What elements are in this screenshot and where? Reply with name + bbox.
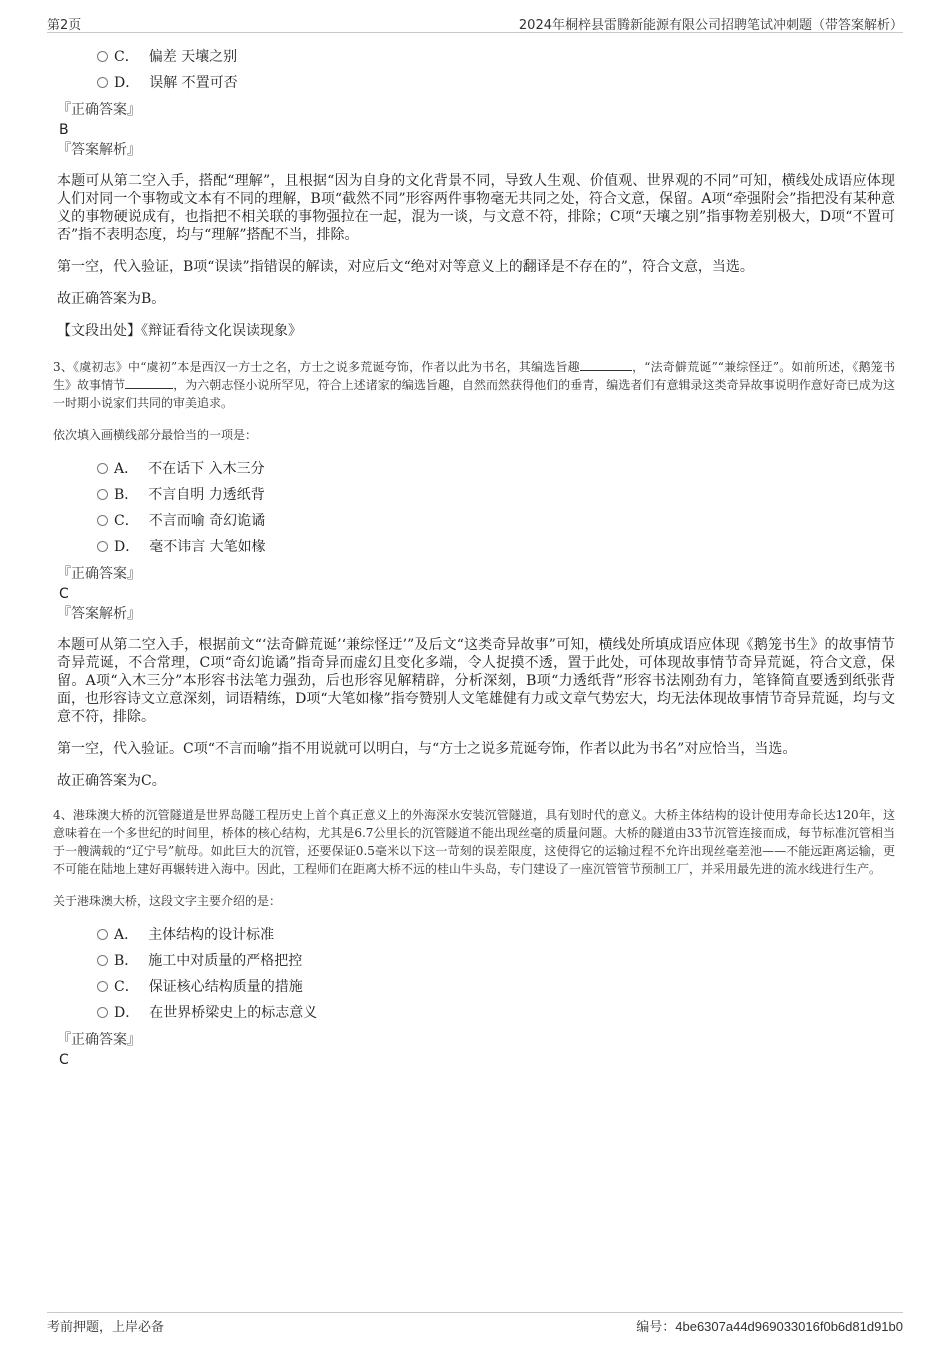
q4-prompt: 关于港珠澳大桥，这段文字主要介绍的是： — [53, 894, 282, 908]
q2-answer: B — [59, 122, 69, 138]
document-code: 编号：4be6307a44d969033016f0b6d81d91b0 — [636, 1319, 903, 1335]
source-label: 【文段出处】 — [57, 323, 141, 339]
q2-option-d[interactable]: D． 误解 不置可否 — [97, 70, 895, 96]
radio-icon[interactable] — [97, 929, 108, 940]
q2-analysis-paragraph: 第一空，代入验证，B项“误读”指错误的解读，对应后文“绝对对等意义上的翻译是不存在的”，符合文意，当选。 — [57, 259, 754, 275]
radio-icon[interactable] — [97, 1007, 108, 1018]
q3-analysis-label: 『答案解析』 — [57, 606, 141, 622]
fill-blank — [580, 358, 632, 371]
q3-answer-label: 『正确答案』 — [57, 566, 141, 582]
q3-option-a[interactable]: A． 不在话下 入木三分 — [97, 456, 895, 482]
radio-icon[interactable] — [97, 489, 108, 500]
q4-option-d[interactable]: D． 在世界桥梁史上的标志意义 — [97, 1000, 895, 1026]
footer-slogan: 考前押题，上岸必备 — [47, 1320, 165, 1335]
q2-analysis-paragraph: 本题可从第二空入手，搭配“理解”，且根据“因为自身的文化背景不同，导致人生观、价值观、世界观的不同”可知，横线处成语应体现人们对同一个事物或文本有不同的理解，B项“截然不同”形容两件事物毫无共同之处，符合文意，保留。A项“牵强附会”指把没有某种意义的事物硬说成有，也指把不相关联的事物强拉在一起，混为一谈，与文意不符，排除；C项“天壤之别”指事物差别极大，D项“不置可否”指不表明态度，均与“理解”搭配不当，排除。 — [57, 173, 895, 243]
q3-analysis-paragraph: 本题可从第二空入手，根据前文“‘法奇僻荒诞’‘兼综怪迂’”及后文“这类奇异故事”可知，横线处所填成语应体现《鹅笼书生》的故事情节奇异荒诞，不合常理，C项“奇幻诡谲”指奇异而虚幻且变化多端，令人捉摸不透，置于此处，可体现故事情节奇异荒诞，符合文意，保留。A项“入木三分”本形容书法笔力强劲，后也形容见解精辟，分析深刻，B项“力透纸背”形容书法刚劲有力，笔锋简直要透到纸张背面，也形容诗文立意深刻，词语精练，D项“大笔如椽”指夸赞别人文笔雄健有力或文章气势宏大，均无法体现故事情节奇异荒诞，均与文意不符，排除。 — [57, 637, 895, 725]
q3-options — [97, 456, 895, 560]
q2-options — [97, 44, 895, 96]
q4-option-c[interactable]: C． 保证核心结构质量的措施 — [97, 974, 895, 1000]
document-title: 2024年桐梓县雷腾新能源有限公司招聘笔试冲刺题（带答案解析） — [518, 18, 903, 33]
q2-answer-label: 『正确答案』 — [57, 102, 141, 118]
page-number: 第2页 — [47, 18, 82, 33]
page-header — [47, 14, 903, 33]
q3-prompt: 依次填入画横线部分最恰当的一项是： — [53, 428, 258, 442]
q3-option-b[interactable]: B． 不言自明 力透纸背 — [97, 482, 895, 508]
q3-option-d[interactable]: D． 毫不讳言 大笔如椽 — [97, 534, 895, 560]
page-content — [53, 44, 895, 1070]
radio-icon[interactable] — [97, 51, 108, 62]
radio-icon[interactable] — [97, 77, 108, 88]
source-title: 《辩证看待文化误读现象》 — [141, 323, 302, 339]
page-footer — [47, 1312, 903, 1333]
q4-answer: C — [59, 1052, 69, 1068]
radio-icon[interactable] — [97, 955, 108, 966]
q3-analysis-paragraph: 第一空，代入验证。C项“不言而喻”指不用说就可以明白，与“方士之说多荒诞夸饰，作者以此为书名”对应恰当，当选。 — [57, 741, 797, 757]
q2-analysis-label: 『答案解析』 — [57, 142, 141, 158]
q3-answer: C — [59, 586, 69, 602]
q2-source — [57, 322, 895, 340]
q4-option-a[interactable]: A． 主体结构的设计标准 — [97, 922, 895, 948]
radio-icon[interactable] — [97, 463, 108, 474]
q2-analysis-paragraph: 故正确答案为B。 — [57, 291, 166, 307]
q4-option-b[interactable]: B． 施工中对质量的严格把控 — [97, 948, 895, 974]
q3-stem: 3、《虞初志》中“虞初”本是西汉一方士之名，方士之说多荒诞夸饰，作者以此为书名，其编选旨趣 ，“法奇僻荒诞”“兼综怪迂”。如前所述，《鹅笼书生》故事情节 ，为六朝志怪小说所罕见，符合上述诸家的编选旨趣，自然而然获得他们的垂青，编选者们有意辑录这类奇异故事说明作意好奇已成为这一时期小说家们共同的审美追求。 — [53, 360, 895, 410]
fill-blank — [125, 376, 173, 389]
q4-stem: 4、港珠澳大桥的沉管隧道是世界岛隧工程历史上首个真正意义上的外海深水安装沉管隧道，具有划时代的意义。大桥主体结构的设计使用寿命长达120年，这意味着在一个多世纪的时间里，桥体的核心结构，尤其是6.7公里长的沉管隧道不能出现丝毫的质量问题。大桥的隧道由33节沉管连接而成，每节标准沉管相当于一艘满载的“辽宁号”航母。如此巨大的沉管，还要保证0.5毫米以下这一苛刻的误差限度，这使得它的运输过程不允许出现丝毫差池——不能远距离运输，更不可能在陆地上建好再辗转进入海中。因此，工程师们在距离大桥不远的桂山牛头岛，专门建设了一座沉管管节预制工厂，并采用最先进的流水线进行生产。 — [53, 808, 895, 876]
q4-options — [97, 922, 895, 1026]
code-value: 4be6307a44d969033016f0b6d81d91b0 — [675, 1319, 903, 1334]
q3-analysis-paragraph: 故正确答案为C。 — [57, 773, 166, 789]
radio-icon[interactable] — [97, 541, 108, 552]
radio-icon[interactable] — [97, 515, 108, 526]
radio-icon[interactable] — [97, 981, 108, 992]
q2-option-c[interactable]: C． 偏差 天壤之别 — [97, 44, 895, 70]
q3-option-c[interactable]: C． 不言而喻 奇幻诡谲 — [97, 508, 895, 534]
q4-answer-label: 『正确答案』 — [57, 1032, 141, 1048]
